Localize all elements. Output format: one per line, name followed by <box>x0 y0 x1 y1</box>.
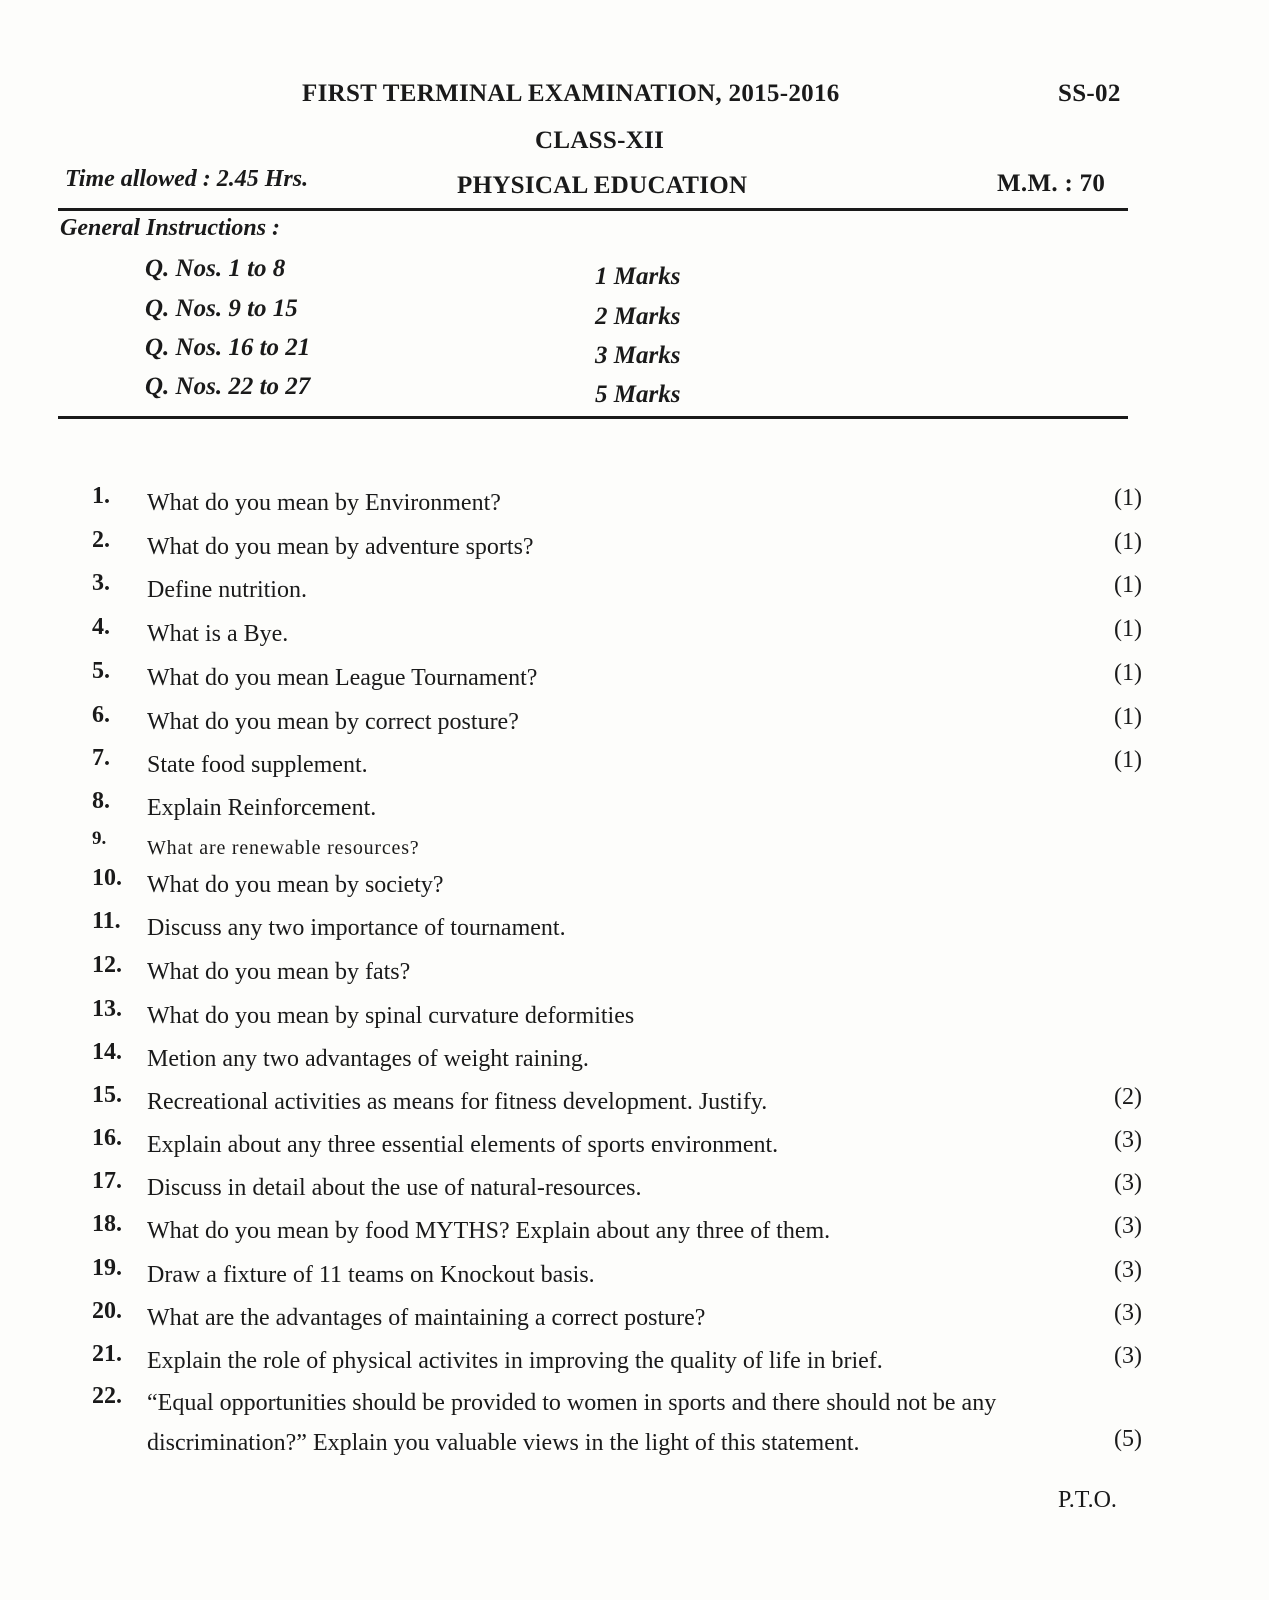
question-marks: (2) <box>1114 1084 1142 1110</box>
question-number: 11. <box>92 908 121 934</box>
instruction-range: Q. Nos. 16 to 21 <box>145 334 311 361</box>
question-marks: (1) <box>1114 529 1142 555</box>
question-text: Draw a fixture of 11 teams on Knockout basis. <box>147 1262 595 1288</box>
exam-title: FIRST TERMINAL EXAMINATION, 2015-2016 <box>302 80 840 107</box>
question-number: 18. <box>92 1211 122 1237</box>
question-text: Define nutrition. <box>147 577 307 603</box>
max-marks: M.M. : 70 <box>997 170 1106 197</box>
question-text: What do you mean by Environment? <box>147 490 501 516</box>
question-number: 7. <box>92 745 110 771</box>
question-marks: (3) <box>1114 1170 1142 1196</box>
instruction-marks: 2 Marks <box>595 303 681 330</box>
question-text: What do you mean by society? <box>147 872 444 898</box>
question-item <box>92 1383 1142 1473</box>
question-marks: (1) <box>1114 616 1142 642</box>
question-text: What do you mean by adventure sports? <box>147 534 534 560</box>
question-number: 16. <box>92 1125 122 1151</box>
time-allowed: Time allowed : 2.45 Hrs. <box>65 166 309 192</box>
question-text: Explain the role of physical activites in improving the quality of life in brief. <box>147 1348 883 1374</box>
question-text: What do you mean by fats? <box>147 959 411 985</box>
question-text: Metion any two advantages of weight raining. <box>147 1046 589 1072</box>
question-number: 3. <box>92 570 110 596</box>
instruction-marks: 3 Marks <box>595 342 681 369</box>
page-turn-note: P.T.O. <box>1058 1487 1117 1513</box>
question-text: What do you mean by correct posture? <box>147 709 519 735</box>
question-marks: (3) <box>1114 1213 1142 1239</box>
subject-title: PHYSICAL EDUCATION <box>457 172 748 199</box>
question-text: What do you mean by spinal curvature deformities <box>147 1003 635 1029</box>
instruction-row <box>145 255 705 295</box>
question-marks: (1) <box>1114 660 1142 686</box>
instruction-range: Q. Nos. 22 to 27 <box>145 373 311 400</box>
question-number: 13. <box>92 996 122 1022</box>
instruction-range: Q. Nos. 9 to 15 <box>145 295 298 322</box>
question-marks: (1) <box>1114 747 1142 773</box>
question-text: Explain about any three essential elements of sports environment. <box>147 1132 779 1158</box>
question-number: 20. <box>92 1298 122 1324</box>
question-text: What do you mean League Tournament? <box>147 665 538 691</box>
paper-code: SS-02 <box>1058 80 1121 107</box>
question-marks: (3) <box>1114 1127 1142 1153</box>
question-text: What are the advantages of maintaining a correct posture? <box>147 1305 706 1331</box>
question-marks: (1) <box>1114 485 1142 511</box>
question-text: Recreational activities as means for fitness development. Justify. <box>147 1089 768 1115</box>
instruction-row <box>145 334 705 374</box>
question-marks: (3) <box>1114 1257 1142 1283</box>
class-label: CLASS-XII <box>535 127 665 154</box>
question-text: Discuss any two importance of tournament. <box>147 915 566 941</box>
question-number: 12. <box>92 952 122 978</box>
question-number: 10. <box>92 865 122 891</box>
question-number: 5. <box>92 658 110 684</box>
question-marks: (3) <box>1114 1343 1142 1369</box>
question-marks: (5) <box>1114 1426 1142 1452</box>
instruction-marks: 1 Marks <box>595 263 681 290</box>
question-text: Discuss in detail about the use of natural-resources. <box>147 1175 642 1201</box>
question-number: 22. <box>92 1383 122 1409</box>
question-number: 8. <box>92 788 110 814</box>
question-text: What do you mean by food MYTHS? Explain about any three of them. <box>147 1218 831 1244</box>
question-number: 21. <box>92 1341 122 1367</box>
question-text: What are renewable resources? <box>147 837 420 859</box>
question-number: 19. <box>92 1255 122 1281</box>
question-text: What is a Bye. <box>147 621 289 647</box>
question-number: 1. <box>92 483 110 509</box>
question-number: 9. <box>92 828 107 849</box>
question-number: 2. <box>92 527 110 553</box>
instructions-rule <box>58 416 1128 419</box>
instruction-row <box>145 373 705 413</box>
question-text: Explain Reinforcement. <box>147 795 377 821</box>
question-text: “Equal opportunities should be provided to women in sports and there should not be any discrimination?” Explain you valuable views in the light of this statement. <box>147 1390 997 1456</box>
question-marks: (3) <box>1114 1300 1142 1326</box>
header-rule <box>58 208 1128 211</box>
question-number: 17. <box>92 1168 122 1194</box>
question-marks: (1) <box>1114 572 1142 598</box>
question-number: 15. <box>92 1082 122 1108</box>
instructions-title: General Instructions : <box>60 215 281 241</box>
question-marks: (1) <box>1114 704 1142 730</box>
instruction-marks: 5 Marks <box>595 381 681 408</box>
question-number: 6. <box>92 702 110 728</box>
question-number: 4. <box>92 614 110 640</box>
question-text: State food supplement. <box>147 752 368 778</box>
instruction-range: Q. Nos. 1 to 8 <box>145 255 286 282</box>
instruction-row <box>145 295 705 335</box>
question-number: 14. <box>92 1039 122 1065</box>
